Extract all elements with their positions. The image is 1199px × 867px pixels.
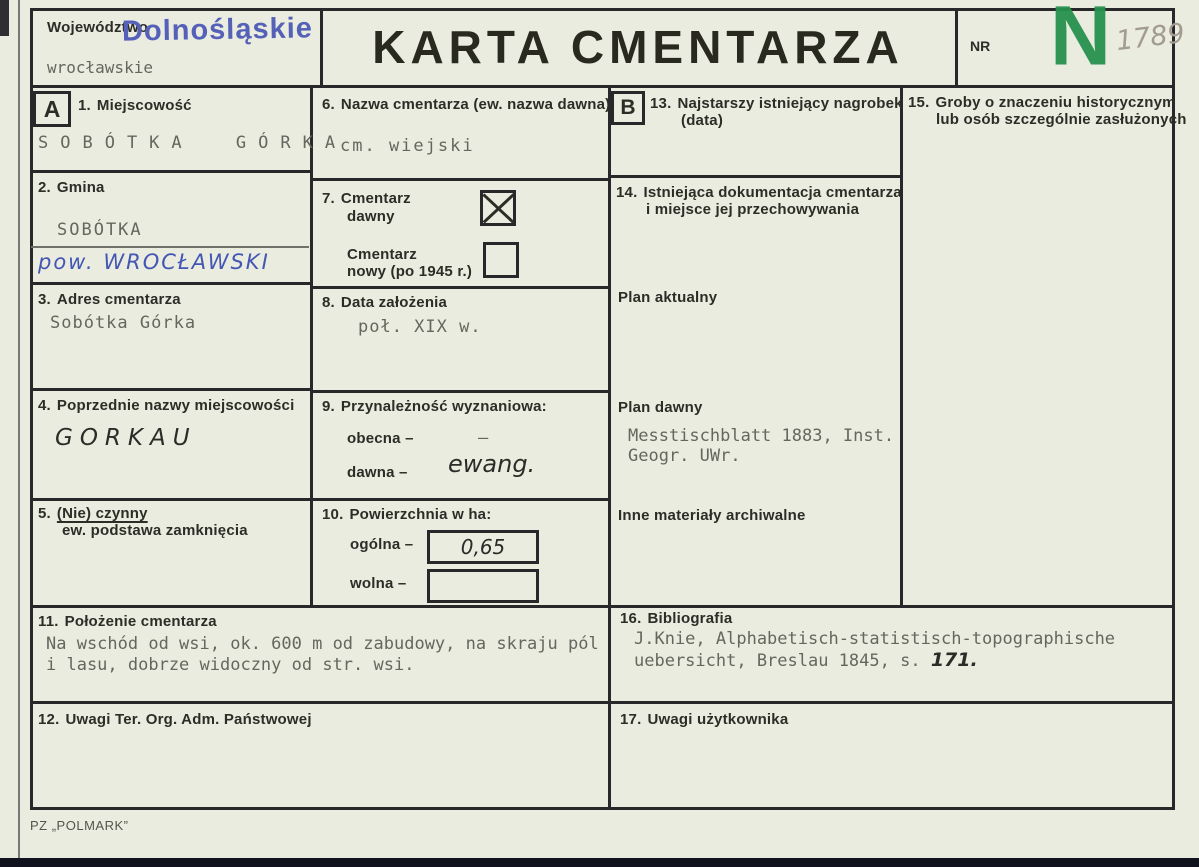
field-1-number: 1. bbox=[78, 97, 91, 114]
field-14-number: 14. bbox=[616, 184, 638, 201]
field-3-number: 3. bbox=[38, 291, 51, 308]
field-14-plan-dawny-value-line2: Geogr. UWr. bbox=[628, 446, 741, 466]
nr-green-marker: N bbox=[1050, 0, 1112, 84]
field-3-value: Sobótka Górka bbox=[50, 313, 197, 333]
field-9-row1-label: obecna – bbox=[347, 430, 414, 447]
field-5-label-line1: 5. (Nie) czynny bbox=[38, 505, 148, 522]
rule-f7-bottom bbox=[310, 286, 611, 289]
field-10-row1-box bbox=[427, 530, 539, 564]
scan-corner-patch bbox=[0, 0, 9, 36]
field-15-label-line2: lub osób szczególnie zasłużonych bbox=[936, 111, 1187, 128]
wojewodztwo-label: Województwo bbox=[47, 19, 149, 36]
field-10-row1-value: 0,65 bbox=[460, 535, 506, 559]
wojewodztwo-typed: wrocławskie bbox=[47, 58, 153, 77]
field-14-plan-aktualny-label: Plan aktualny bbox=[618, 289, 718, 306]
field-10-row2-label: wolna – bbox=[350, 575, 407, 592]
field-10-row1-label: ogólna – bbox=[350, 536, 414, 553]
field-7-option1-line1: 7. Cmentarz bbox=[322, 190, 411, 207]
nr-label: NR bbox=[970, 38, 991, 54]
rule-col3-right bbox=[900, 85, 903, 608]
field-13-label-line2: (data) bbox=[681, 112, 724, 129]
field-14-plan-dawny-label: Plan dawny bbox=[618, 399, 703, 416]
field-2-handwritten-value: pow. WROCŁAWSKI bbox=[38, 250, 270, 274]
field-12-number: 12. bbox=[38, 711, 60, 728]
field-10-row2-box bbox=[427, 569, 539, 603]
printer-brand: PZ „POLMARK” bbox=[30, 818, 129, 833]
field-11-label: 11. Położenie cmentarza bbox=[38, 613, 217, 630]
field-9-row2-value: ewang. bbox=[448, 450, 536, 478]
field-2-number: 2. bbox=[38, 179, 51, 196]
section-a-marker bbox=[33, 91, 71, 127]
field-2-label: 2. Gmina bbox=[38, 179, 105, 196]
field-7-option1-line2: dawny bbox=[347, 208, 395, 225]
field-9-number: 9. bbox=[322, 398, 335, 415]
field-17-label: 17. Uwagi użytkownika bbox=[620, 711, 789, 728]
field-10-label: 10. Powierzchnia w ha: bbox=[322, 506, 492, 523]
cmentarz-nowy-checkbox bbox=[483, 242, 519, 278]
nr-pencil-number: 1789 bbox=[1114, 17, 1187, 58]
cmentarz-dawny-checkbox bbox=[480, 190, 516, 226]
wojewodztwo-stamp: Dolnośląskie bbox=[121, 12, 314, 48]
section-b-marker bbox=[611, 91, 645, 125]
field-16-number: 16. bbox=[620, 610, 642, 627]
field-16-value-line1: J.Knie, Alphabetisch-statistisch-topographische bbox=[634, 629, 1116, 649]
field-13-number: 13. bbox=[650, 95, 672, 112]
field-11-value-line2: i lasu, dobrze widoczny od str. wsi. bbox=[46, 655, 415, 675]
field-7-option2-line1: Cmentarz bbox=[347, 246, 417, 263]
field-5-label-line2: ew. podstawa zamknięcia bbox=[62, 522, 248, 539]
field-2-underline-rule bbox=[31, 246, 309, 248]
field-14-plan-dawny-value-line1: Messtischblatt 1883, Inst. bbox=[628, 426, 895, 446]
field-8-label: 8. Data założenia bbox=[322, 294, 448, 311]
scan-bottom-band bbox=[0, 858, 1199, 867]
scan-edge-line bbox=[18, 0, 20, 858]
field-5-number: 5. bbox=[38, 505, 51, 522]
field-9-row2-label: dawna – bbox=[347, 464, 408, 481]
field-8-value: poł. XIX w. bbox=[358, 317, 482, 337]
field-14-inne-label: Inne materiały archiwalne bbox=[618, 507, 806, 524]
field-11-value-line1: Na wschód od wsi, ok. 600 m od zabudowy, na skraju pól bbox=[46, 634, 599, 654]
rule-f3-bottom bbox=[30, 388, 313, 391]
rule-row11-top bbox=[30, 605, 1175, 608]
rule-f2-bottom bbox=[30, 282, 313, 285]
field-7-option2-line2: nowy (po 1945 r.) bbox=[347, 263, 473, 280]
field-3-label: 3. Adres cmentarza bbox=[38, 291, 181, 308]
field-10-number: 10. bbox=[322, 506, 344, 523]
field-9-row1-value: – bbox=[478, 428, 489, 448]
rule-f13-bottom bbox=[608, 175, 903, 178]
page-title: KARTA CMENTARZA bbox=[372, 21, 904, 73]
field-14-label-line1: 14. Istniejąca dokumentacja cmentarza bbox=[616, 184, 902, 201]
field-11-number: 11. bbox=[38, 613, 59, 630]
field-8-number: 8. bbox=[322, 294, 335, 311]
field-1-value: SOBÓTKA GÓRKA bbox=[38, 133, 348, 153]
field-16-label: 16. Bibliografia bbox=[620, 610, 733, 627]
field-4-value: GORKAU bbox=[55, 425, 197, 451]
field-14-label-line2: i miejsce jej przechowywania bbox=[646, 201, 860, 218]
field-13-label-line1: 13. Najstarszy istniejący nagrobek bbox=[650, 95, 903, 112]
field-1-label: 1. Miejscowość bbox=[78, 97, 192, 114]
section-b-letter: B bbox=[620, 96, 636, 119]
field-7-number: 7. bbox=[322, 190, 335, 207]
rule-header-bottom bbox=[30, 85, 1175, 88]
rule-f1-bottom bbox=[30, 170, 313, 173]
rule-f8-bottom bbox=[310, 390, 611, 393]
field-6-number: 6. bbox=[322, 96, 335, 113]
field-6-value: cm. wiejski bbox=[340, 136, 475, 156]
field-4-number: 4. bbox=[38, 397, 51, 414]
field-6-label: 6. Nazwa cmentarza (ew. nazwa dawna) bbox=[322, 96, 611, 113]
field-2-typed-value: SOBÓTKA bbox=[57, 220, 143, 240]
rule-f4-bottom bbox=[30, 498, 313, 501]
field-16-typed-part: uebersicht, Breslau 1845, s. bbox=[634, 651, 921, 671]
field-15-number: 15. bbox=[908, 94, 930, 111]
field-15-label-line1: 15. Groby o znaczeniu historycznym bbox=[908, 94, 1176, 111]
rule-f6-bottom bbox=[310, 178, 611, 181]
rule-col1-right bbox=[310, 85, 313, 608]
field-4-label: 4. Poprzednie nazwy miejscowości bbox=[38, 397, 295, 414]
field-17-number: 17. bbox=[620, 711, 642, 728]
field-16-value-line2 bbox=[634, 649, 978, 671]
rule-row12-top bbox=[30, 701, 1175, 704]
section-a-letter: A bbox=[43, 95, 61, 122]
rule-f9-bottom bbox=[310, 498, 611, 501]
rule-header-v2 bbox=[955, 8, 958, 88]
field-9-label: 9. Przynależność wyznaniowa: bbox=[322, 398, 547, 415]
field-16-page-handwritten: 171. bbox=[930, 649, 978, 671]
field-12-label: 12. Uwagi Ter. Org. Adm. Państwowej bbox=[38, 711, 312, 728]
